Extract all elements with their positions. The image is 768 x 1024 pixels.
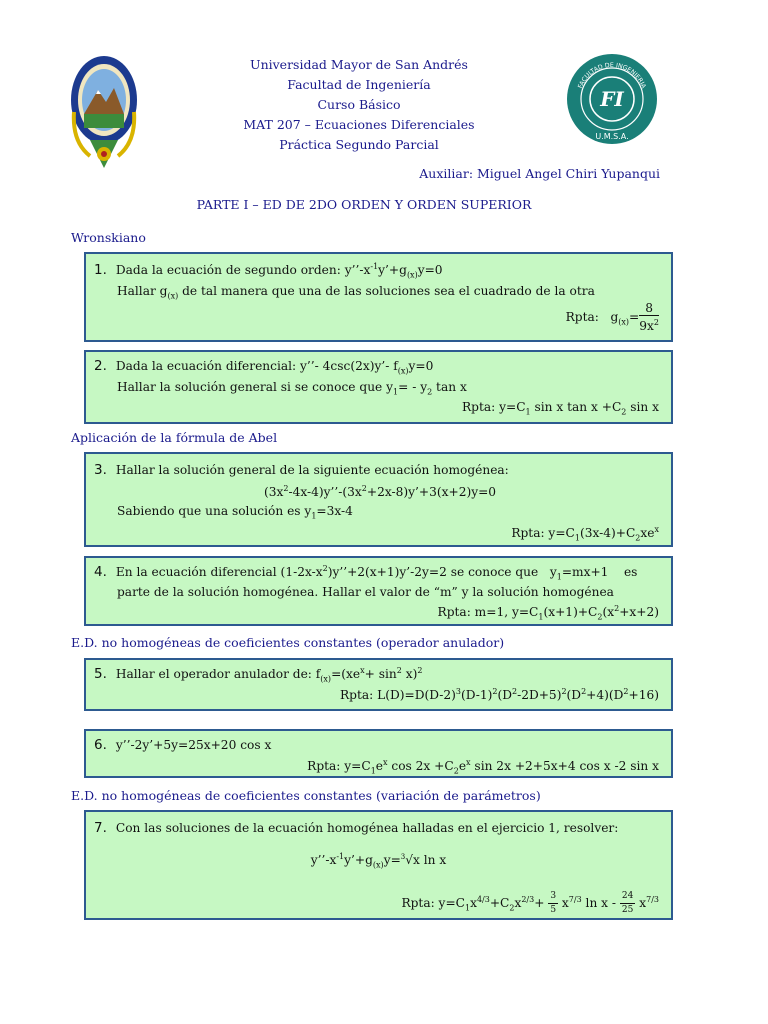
problem-text: parte de la solución homogénea. Hallar el valor de “m” y la solución homogénea bbox=[117, 585, 614, 599]
answer-label: Rpta: bbox=[565, 310, 599, 325]
answer-label: Rpta: bbox=[307, 759, 341, 774]
section-operador-anulador: E.D. no homogéneas de coeficientes constantes (operador anulador) bbox=[71, 635, 505, 650]
answer-label: Rpta: bbox=[511, 526, 545, 541]
fi-logo bbox=[566, 53, 658, 145]
part-title: PARTE I – ED DE 2DO ORDEN Y ORDEN SUPERIOR bbox=[196, 197, 532, 212]
problem-text: Hallar bbox=[117, 284, 156, 298]
problem-text: Hallar la solución general si se conoce que bbox=[117, 380, 383, 394]
faculty-name: Facultad de Ingeniería bbox=[287, 77, 431, 92]
problem-number: 7. bbox=[94, 820, 107, 836]
answer: Rpta: $L(D)=D(D-2)^3(D-1)^2(D^2-2D+5)^2(D^2+4)(D^2+16)$ bbox=[340, 687, 659, 703]
problem-number: 5. bbox=[94, 666, 107, 683]
problem-text: se conoce que bbox=[450, 565, 539, 580]
university-name: Universidad Mayor de San Andrés bbox=[250, 57, 468, 72]
header bbox=[200, 55, 518, 155]
answer-label: Rpta: bbox=[461, 400, 496, 414]
answer: Rpta: $y=C_1$ sin x $\tan x +C_2$ sin x bbox=[461, 400, 659, 417]
section-variacion-parametros: E.D. no homogéneas de coeficientes constantes (variación de parámetros) bbox=[71, 788, 541, 803]
problem-6: 6. y’’-2y’+5y=25x+20 cos x Rpta: $y=C_1e^x$ $\cos 2x +C_2e^x$ sin 2x +2+5x+4 cos x -2 sin x bbox=[84, 729, 673, 778]
problem-number: 3. bbox=[94, 462, 107, 478]
problem-text: de tal manera que una de las soluciones sea el cuadrado de la otra bbox=[182, 284, 595, 298]
answer: Rpta: m=1, $y=C_1(x+1)+C_2(x^2+x+2)$ bbox=[437, 604, 659, 622]
problem-7: 7. Con las soluciones de la ecuación homogénea halladas en el ejercicio 1, resolver: $y’’-x^{-1}y’+g_{(x)}y=^3√x$ ln x Rpta: $y=C_1x^{4/3}+C_2x^{2/3}+$ $\frac{3}{5}$ $x^{7/3}$ ln x - $\frac{24}{25}$ $x^{7/3}$ bbox=[84, 810, 673, 920]
fi-logo-umsa: U.M.S.A. bbox=[595, 132, 629, 141]
section-wronskiano: Wronskiano bbox=[71, 230, 146, 245]
problem-text: Dada la ecuación diferencial: bbox=[115, 359, 297, 373]
umsa-logo bbox=[68, 52, 140, 174]
answer-label: Rpta: bbox=[340, 688, 374, 703]
problem-text: es bbox=[623, 565, 638, 580]
problem-number: 1. bbox=[94, 262, 107, 279]
fi-logo-arc-text: FACULTAD DE INGENIERIA bbox=[577, 61, 647, 90]
problem-number: 2. bbox=[94, 358, 107, 374]
fi-logo-mark: FI bbox=[600, 87, 624, 111]
answer: Rpta: $y=C_1e^x$ $\cos 2x +C_2e^x$ sin 2x +2+5x+4 cos x -2 sin x bbox=[307, 758, 659, 776]
problem-text: Con las soluciones de la ecuación homogénea halladas en el ejercicio 1, resolver: bbox=[115, 821, 619, 835]
course-name: Curso Básico bbox=[317, 97, 401, 112]
answer: Rpta: $y=C_1(3x-4)+C_2xe^x$ bbox=[511, 525, 659, 543]
problem-text: Hallar el operador anulador de: bbox=[115, 667, 312, 682]
practice-name: Práctica Segundo Parcial bbox=[279, 137, 439, 152]
problem-text: Sabiendo que una solución es bbox=[117, 504, 301, 518]
section-abel: Aplicación de la fórmula de Abel bbox=[71, 430, 278, 445]
problem-3: 3. Hallar la solución general de la siguiente ecuación homogénea: $(3x^2-4x-4)y’’-(3x^2+2x-8)y’+3(x+2)y=0$ Sabiendo que una solución es $y_1=3x-4$ Rpta: $y=C_1(3x-4)+C_2xe^x$ bbox=[84, 452, 673, 547]
answer: Rpta: $y=C_1x^{4/3}+C_2x^{2/3}+$ $\frac{3}{5}$ $x^{7/3}$ ln x - $\frac{24}{25}$ $x^{7/3}$ bbox=[401, 891, 659, 915]
assistant-name: Auxiliar: Miguel Angel Chiri Yupanqui bbox=[419, 166, 660, 181]
problem-text: Hallar la solución general de la siguiente ecuación homogénea: bbox=[115, 463, 509, 477]
problem-1: 1. Dada la ecuación de segundo orden: $y’’-x^{-1}y’+g_{(x)}y=0$ Hallar $g_{(x)}$ de tal manera que una de las soluciones sea el cuadrado de la otra Rpta: $g_{(x)}=$ $\frac{8}{9x^2}$ bbox=[84, 252, 673, 342]
problem-4: 4. En la ecuación diferencial $(1-2x-x^2)y’’+2(x+1)y’-2y=2$ se conoce que $y_1=mx+1$ es parte de la solución homogénea. Hallar el valor de “m” y la solución homogénea Rpta: m=1, $y=C_1(x+1)+C_2(x^2+x+2)$ bbox=[84, 556, 673, 626]
answer-label: Rpta: bbox=[437, 605, 471, 620]
subject-name: MAT 207 – Ecuaciones Diferenciales bbox=[243, 117, 475, 132]
problem-2: 2. Dada la ecuación diferencial: y’’- 4csc(2x)y’- $f_{(x)}y=0$ Hallar la solución general si se conoce que $y_1= - y_2$ tan x Rpta: $y=C_1$ sin x $\tan x +C_2$ sin x bbox=[84, 350, 673, 424]
problem-text: Dada la ecuación de segundo orden: bbox=[115, 263, 341, 278]
problem-number: 6. bbox=[94, 737, 107, 753]
problem-number: 4. bbox=[94, 564, 107, 581]
answer: Rpta: $g_{(x)}=$ $\frac{8}{9x^2}$ bbox=[565, 301, 659, 334]
problem-text: En la ecuación diferencial bbox=[115, 565, 277, 580]
problem-5: 5. Hallar el operador anulador de: $f_{(x)}=(xe^x+ \sin^2 x)^2$ Rpta: $L(D)=D(D-2)^3(D-1)^2(D^2-2D+5)^2(D^2+4)(D^2+16)$ bbox=[84, 658, 673, 711]
answer-label: Rpta: bbox=[401, 896, 435, 910]
